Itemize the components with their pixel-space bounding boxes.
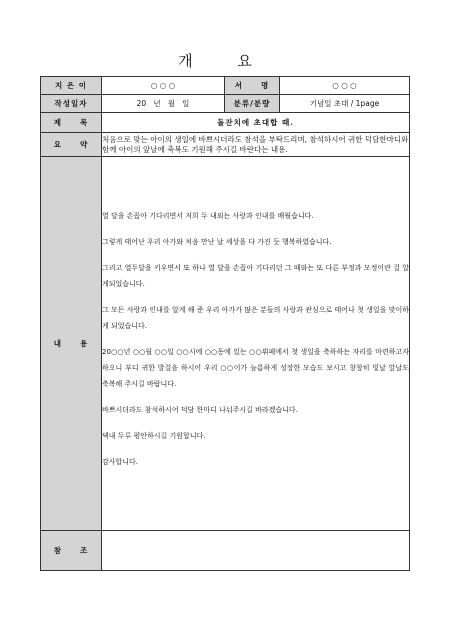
subject-label: 제 목 [41,113,102,133]
content-paragraph: 바쁘시더라도 참석하시어 덕담 한마디 나눠주시길 바라겠습니다. [102,405,298,414]
content-paragraph: 그렇게 태어난 우리 아가와 처음 만난 날 세상을 다 가진 듯 행복하였습니다. [102,237,332,246]
signature-label: 서 명 [225,77,280,95]
category-value: 기념일 초대 / 1page [280,95,410,113]
author-label: 지 은 이 [41,77,102,95]
date-value: 20 년 월 일 [102,95,225,113]
document-title: 개 요 [178,52,272,70]
summary-form-table [40,76,410,571]
content-paragraph: 그리고 열두달을 키우면서 또 하나 열 달을 손꼽아 기다리던 그 때와는 또 다른 부정과 모정이란 걸 알게되었습니다. [102,263,409,288]
content-body [102,157,410,531]
content-label: 내 용 [41,157,102,531]
author-value: ○ ○ ○ [102,77,225,95]
reference-label: 참 조 [41,531,102,571]
content-paragraph: 감사합니다. [102,457,139,466]
summary-value: 처음으로 맞는 아이의 생일에 바쁘시더라도 참석을 부탁드리며, 참석하시어 귀한 덕담한마디와 함께 아이의 앞날에 축복도 기원해 주시길 바란다는 내용. [102,133,410,157]
summary-label: 요 약 [41,133,102,157]
signature-value: ○ ○ ○ [280,77,410,95]
content-paragraph: 그 모든 사랑과 인내를 알게 해 준 우리 아가가 많은 분들의 사랑과 관심으로 태어나 첫 생일을 맞이하게 되었습니다. [102,305,409,330]
content-paragraph: 열 달을 손꼽아 기다리면서 저희 두 내외는 사랑과 인내를 배웠습니다. [102,211,314,220]
reference-value [102,531,410,571]
content-paragraph: 20○○년 ○○월 ○○일 ○○시에 ○○동에 있는 ○○뷔페에서 첫 생일을 축하하는 자리를 마련하고자 하오니 부디 귀한 발걸음 하시어 우리 ○○이가 늠름하게 성장한 모습도 보시고 창창히 빛날 앞날도 축복해 주시길 바랍니다. [102,347,409,388]
category-label: 분류/분량 [225,95,280,113]
date-label: 작성일자 [41,95,102,113]
subject-value: 돌잔치에 초대합 때. [102,113,410,133]
content-paragraph: 댁내 두루 평안하시길 기원합니다. [102,431,206,440]
